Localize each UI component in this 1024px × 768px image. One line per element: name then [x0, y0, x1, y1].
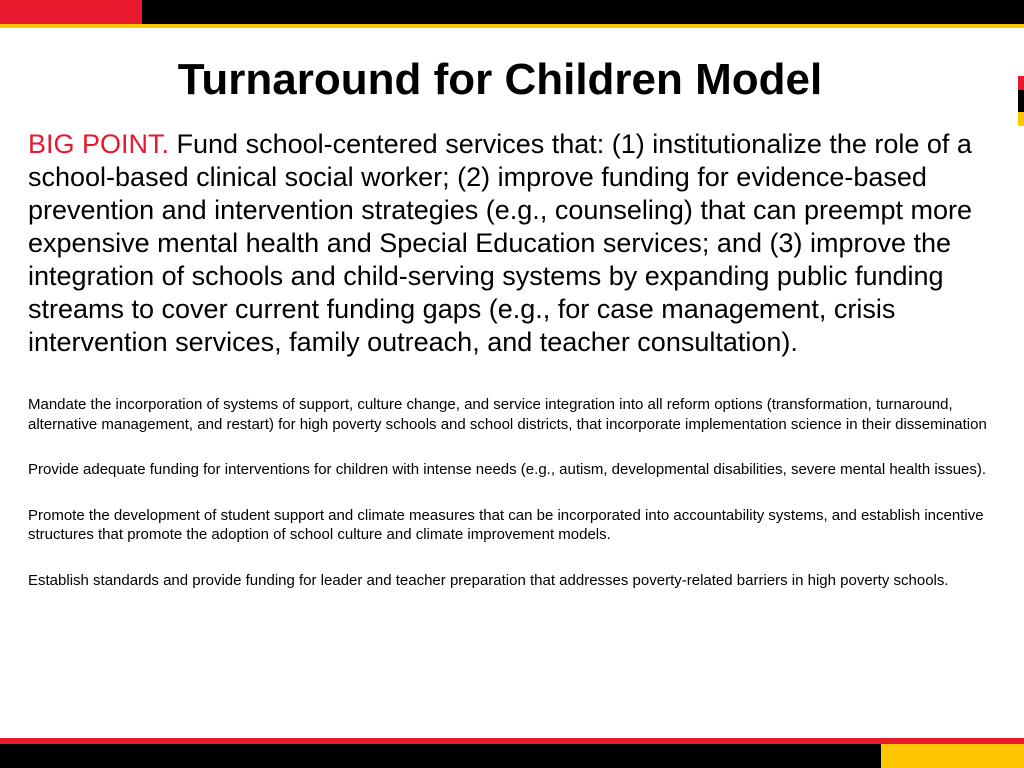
big-point-text: Fund school-centered services that: (1) institutionalize the role of a school-based clinical social worker; (2) improve funding for evidence-based prevention and intervention strategies (e.g., counseling) that can preempt more expensive mental health and Special Education services; and (3) improve the integration of schools and child-serving systems by expanding public funding streams to cover current funding gaps (e.g., for case management, crisis intervention services, family outreach, and teacher consultation). — [28, 129, 973, 357]
policy-point: Provide adequate funding for interventions for children with intense needs (e.g., autism, developmental disabilities, severe mental health issues). — [28, 461, 987, 478]
right-edge-marker — [1018, 76, 1024, 126]
right-marker-gold — [1018, 112, 1024, 126]
top-black-band — [0, 0, 1024, 24]
right-marker-red — [1018, 76, 1024, 90]
bottom-gold-block — [881, 744, 1024, 768]
policy-point: Establish standards and provide funding for leader and teacher preparation that addresses poverty-related barriers in high poverty schools. — [28, 571, 949, 589]
top-gold-line — [0, 24, 1024, 28]
policy-point: Mandate the incorporation of systems of support, culture change, and service integration into all reform options (transformation, turnaround, alternative management, and restart) for high poverty schools and school districts, that incorporate implementation science in their dissemination — [28, 396, 987, 433]
top-red-block — [0, 0, 142, 24]
big-point-paragraph — [28, 128, 1000, 359]
big-point-label: BIG POINT. — [28, 129, 170, 159]
slide-title: Turnaround for Children Model — [177, 55, 823, 104]
slide-body — [28, 128, 1000, 590]
right-marker-black — [1018, 90, 1024, 112]
bottom-black-band — [0, 744, 1024, 768]
policy-point: Promote the development of student support and climate measures that can be incorporated into accountability systems, and establish incentive structures that promote the adoption of school culture and climate improvement models. — [28, 506, 984, 543]
